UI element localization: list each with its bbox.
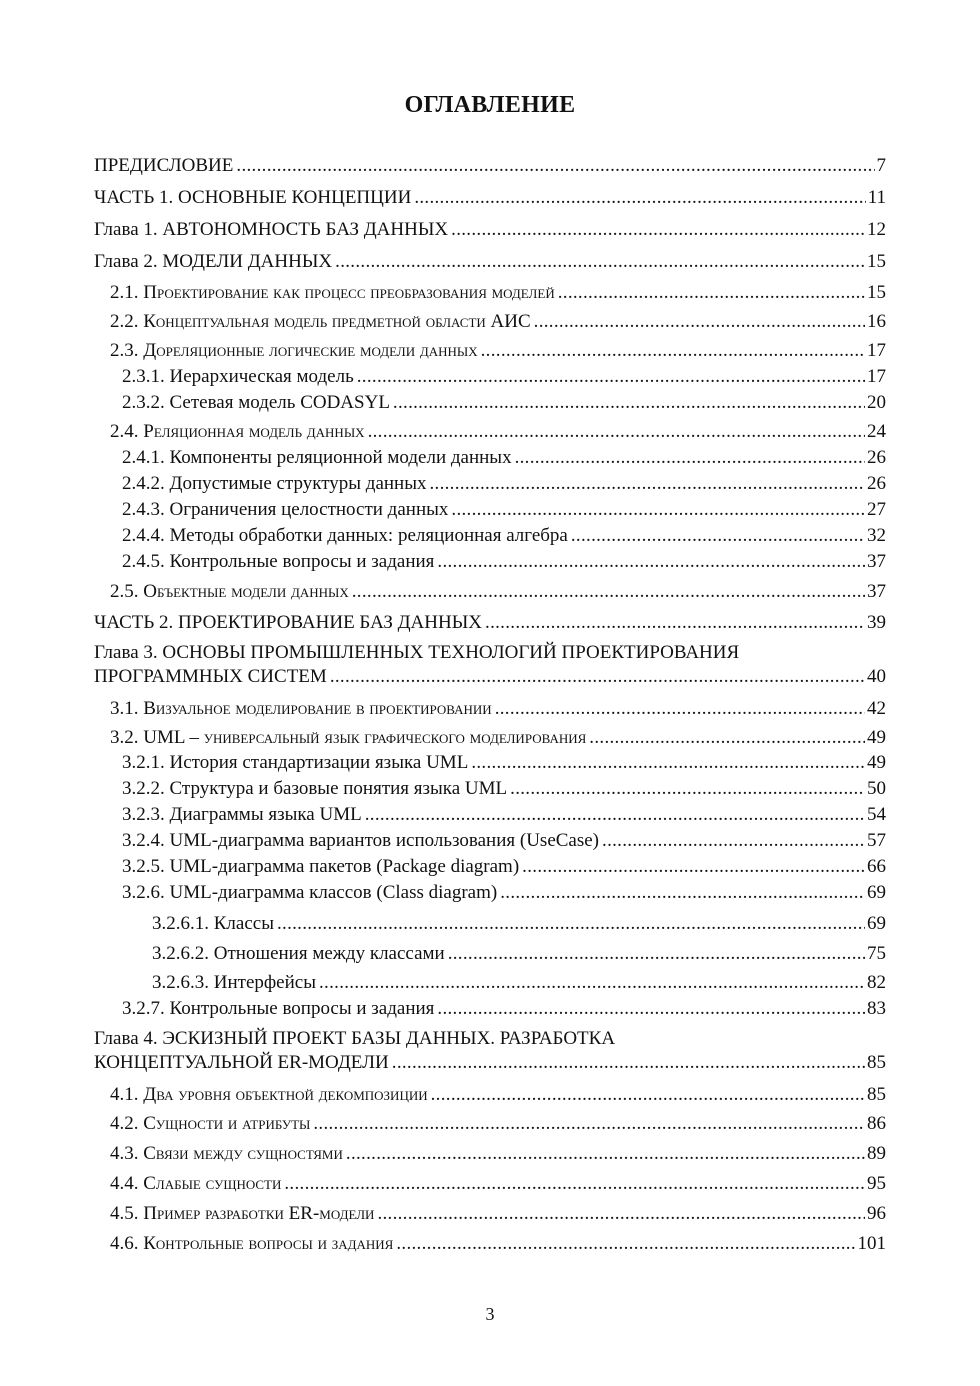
page-number: 3 [485, 1304, 495, 1324]
toc-entry[interactable] [110, 339, 886, 363]
toc-entry[interactable] [110, 1172, 886, 1196]
toc-entry[interactable] [122, 855, 886, 879]
toc-entry[interactable] [122, 472, 886, 496]
toc-entry-title: 3.2.7. Контрольные вопросы и задания [122, 998, 435, 1019]
toc-entry-title: 3.2.3. Диаграммы языка UML [122, 804, 362, 825]
dot-leader [589, 726, 865, 750]
toc-entry[interactable] [110, 697, 886, 721]
toc-entry[interactable] [122, 777, 886, 801]
dot-leader [602, 829, 865, 853]
dot-leader [471, 751, 865, 775]
toc-entry-page: 95 [867, 1173, 886, 1194]
toc-entry-page: 27 [867, 499, 886, 520]
toc-entry-title: 3.2.2. Структура и базовые понятия языка UML [122, 778, 508, 799]
toc-entry-title: 3.2.6.1. Классы [152, 913, 274, 934]
toc-entry-page: 50 [867, 778, 886, 799]
toc-entry-title: 3.2.6.3. Интерфейсы [152, 972, 316, 993]
dot-leader [330, 665, 865, 689]
toc-entry-page: 69 [867, 882, 886, 903]
toc-entry-title: 2.1. Проектирование как процесс преобразования моделей [110, 282, 555, 303]
toc-entry[interactable] [94, 186, 886, 210]
dot-leader [437, 550, 865, 574]
dot-leader [485, 611, 865, 635]
toc-entry-title: 4.2. Сущности и атрибуты [110, 1113, 311, 1134]
toc-entry-page: 15 [867, 251, 886, 272]
toc-entry[interactable] [110, 1202, 886, 1226]
toc-entry-title: 2.3.2. Сетевая модель CODASYL [122, 392, 390, 413]
toc-entry[interactable] [122, 829, 886, 853]
toc-entry[interactable] [152, 942, 886, 966]
toc-entry-page: 12 [867, 219, 886, 240]
dot-leader [368, 420, 865, 444]
toc-entry[interactable] [94, 641, 886, 689]
toc-entry[interactable] [94, 250, 886, 274]
toc-entry-page: 11 [867, 187, 886, 208]
toc-entry[interactable] [110, 1142, 886, 1166]
dot-leader [437, 997, 865, 1021]
toc-entry[interactable] [122, 881, 886, 905]
toc-entry-title: Глава 2. МОДЕЛИ ДАННЫХ [94, 251, 333, 272]
toc-entry-page: 49 [867, 752, 886, 773]
toc-entry[interactable] [122, 446, 886, 470]
dot-leader [277, 912, 865, 936]
toc-entry-page: 42 [867, 698, 886, 719]
dot-leader [284, 1172, 865, 1196]
toc-entry-page: 54 [867, 804, 886, 825]
toc-entry[interactable] [122, 550, 886, 574]
dot-leader [558, 281, 865, 305]
toc-entry[interactable] [122, 365, 886, 389]
toc-entry-title: 4.4. Слабые сущности [110, 1173, 282, 1194]
toc-entry-page: 16 [867, 311, 886, 332]
toc-entry-title: ЧАСТЬ 2. ПРОЕКТИРОВАНИЕ БАЗ ДАННЫХ [94, 612, 483, 633]
toc-entry[interactable] [152, 912, 886, 936]
dot-leader [522, 855, 865, 879]
dot-leader [352, 580, 865, 604]
toc-entry[interactable] [122, 803, 886, 827]
toc-entry-title: 3.2.1. История стандартизации языка UML [122, 752, 469, 773]
toc-entry[interactable] [122, 498, 886, 522]
dot-leader [357, 365, 865, 389]
toc-entry-page: 20 [867, 392, 886, 413]
toc-entry-page: 32 [867, 525, 886, 546]
toc-entry[interactable] [110, 1232, 886, 1256]
toc-entry-page: 82 [867, 972, 886, 993]
dot-leader [365, 803, 865, 827]
toc-entry-page: 83 [867, 998, 886, 1019]
dot-leader [495, 697, 865, 721]
toc-entry-title-cont: КОНЦЕПТУАЛЬНОЙ ER-МОДЕЛИ [94, 1052, 389, 1073]
dot-leader [414, 186, 865, 210]
toc-entry-title: 3.2.4. UML-диаграмма вариантов использования (UseCase) [122, 830, 600, 851]
dot-leader [236, 154, 874, 178]
toc-entry-title: 2.5. Объектные модели данных [110, 581, 349, 602]
toc-entry-title: Глава 4. ЭСКИЗНЫЙ ПРОЕКТ БАЗЫ ДАННЫХ. РАЗРАБОТКА [94, 1028, 616, 1049]
toc-entry-title: 2.4.3. Ограничения целостности данных [122, 499, 449, 520]
toc-entry[interactable] [94, 154, 886, 178]
toc-entry-title: 3.2.6. UML-диаграмма классов (Class diagram) [122, 882, 498, 903]
dot-leader [346, 1142, 865, 1166]
toc-entry-title: 3.1. Визуальное моделирование в проектировании [110, 698, 492, 719]
toc-entry-page: 89 [867, 1143, 886, 1164]
toc-entry-page: 17 [867, 340, 886, 361]
toc-entry-title: 2.4.4. Методы обработки данных: реляционная алгебра [122, 525, 568, 546]
toc-entry[interactable] [94, 611, 886, 635]
dot-leader [451, 218, 865, 242]
dot-leader [392, 1051, 865, 1075]
toc-entry-page: 75 [867, 943, 886, 964]
toc-entry[interactable] [110, 580, 886, 604]
dot-leader [515, 446, 865, 470]
toc-entry-title: 2.4.1. Компоненты реляционной модели данных [122, 447, 512, 468]
toc-entry-page: 69 [867, 913, 886, 934]
toc-entry-page: 85 [867, 1084, 886, 1105]
page-title: ОГЛАВЛЕНИЕ [404, 92, 576, 118]
dot-leader [429, 472, 865, 496]
toc-entry[interactable] [122, 997, 886, 1021]
toc-entry-title: ПРЕДИСЛОВИЕ [94, 155, 234, 176]
toc-entry[interactable] [110, 1083, 886, 1107]
dot-leader [481, 339, 865, 363]
toc-entry-page: 7 [876, 155, 886, 176]
dot-leader [313, 1112, 865, 1136]
toc-entry[interactable] [110, 726, 886, 750]
toc-entry[interactable] [110, 281, 886, 305]
toc-entry-page: 85 [867, 1052, 886, 1073]
dot-leader [431, 1083, 865, 1107]
toc-entry[interactable] [122, 391, 886, 415]
toc-entry[interactable] [110, 310, 886, 334]
toc-entry-title: Глава 1. АВТОНОМНОСТЬ БАЗ ДАННЫХ [94, 219, 449, 240]
toc-entry-title: ЧАСТЬ 1. ОСНОВНЫЕ КОНЦЕПЦИИ [94, 187, 412, 208]
toc-entry[interactable] [122, 751, 886, 775]
toc-entry-page: 24 [867, 421, 886, 442]
toc-entry-title: 2.3.1. Иерархическая модель [122, 366, 354, 387]
toc-entry-title: 2.4. Реляционная модель данных [110, 421, 365, 442]
toc-entry-title-cont: ПРОГРАММНЫХ СИСТЕМ [94, 666, 327, 687]
toc-entry-page: 39 [867, 612, 886, 633]
dot-leader [451, 498, 865, 522]
toc-entry-title: 2.3. Дореляционные логические модели данных [110, 340, 478, 361]
toc-entry-title: 3.2.5. UML-диаграмма пакетов (Package diagram) [122, 856, 520, 877]
dot-leader [393, 391, 865, 415]
toc-entry-page: 101 [857, 1233, 886, 1254]
toc-entry-title: Глава 3. ОСНОВЫ ПРОМЫШЛЕННЫХ ТЕХНОЛОГИЙ ПРОЕКТИРОВАНИЯ [94, 642, 740, 663]
toc-entry-page: 26 [867, 447, 886, 468]
toc-entry-title: 4.6. Контрольные вопросы и задания [110, 1233, 394, 1254]
toc-entry[interactable] [152, 971, 886, 995]
dot-leader [510, 777, 865, 801]
toc-entry-page: 17 [867, 366, 886, 387]
toc-entry-page: 37 [867, 581, 886, 602]
toc-entry-page: 86 [867, 1113, 886, 1134]
toc-entry-page: 40 [867, 666, 886, 687]
toc-entry[interactable] [122, 524, 886, 548]
dot-leader [534, 310, 865, 334]
toc-entry[interactable] [94, 1027, 886, 1075]
toc-entry[interactable] [110, 1112, 886, 1136]
toc-entry-title: 4.5. Пример разработки ER-модели [110, 1203, 375, 1224]
toc-entry-page: 15 [867, 282, 886, 303]
toc-entry-title: 2.2. Концептуальная модель предметной области АИС [110, 311, 531, 332]
toc-entry-title: 4.3. Связи между сущностями [110, 1143, 343, 1164]
toc-entry-page: 49 [867, 727, 886, 748]
toc-entry-title: 3.2. UML – универсальный язык графического моделирования [110, 727, 587, 748]
toc-entry-page: 26 [867, 473, 886, 494]
toc-entry-title: 2.4.2. Допустимые структуры данных [122, 473, 427, 494]
dot-leader [377, 1202, 865, 1226]
toc-entry[interactable] [94, 218, 886, 242]
toc-entry-page: 66 [867, 856, 886, 877]
dot-leader [335, 250, 865, 274]
dot-leader [571, 524, 865, 548]
toc-entry-page: 57 [867, 830, 886, 851]
toc-entry-title: 3.2.6.2. Отношения между классами [152, 943, 445, 964]
dot-leader [396, 1232, 855, 1256]
toc-entry-title: 4.1. Два уровня объектной декомпозиции [110, 1084, 428, 1105]
toc-entry-title: 2.4.5. Контрольные вопросы и задания [122, 551, 435, 572]
toc-entry[interactable] [110, 420, 886, 444]
dot-leader [448, 942, 865, 966]
toc-entry-page: 96 [867, 1203, 886, 1224]
dot-leader [500, 881, 865, 905]
toc-entry-page: 37 [867, 551, 886, 572]
dot-leader [319, 971, 865, 995]
